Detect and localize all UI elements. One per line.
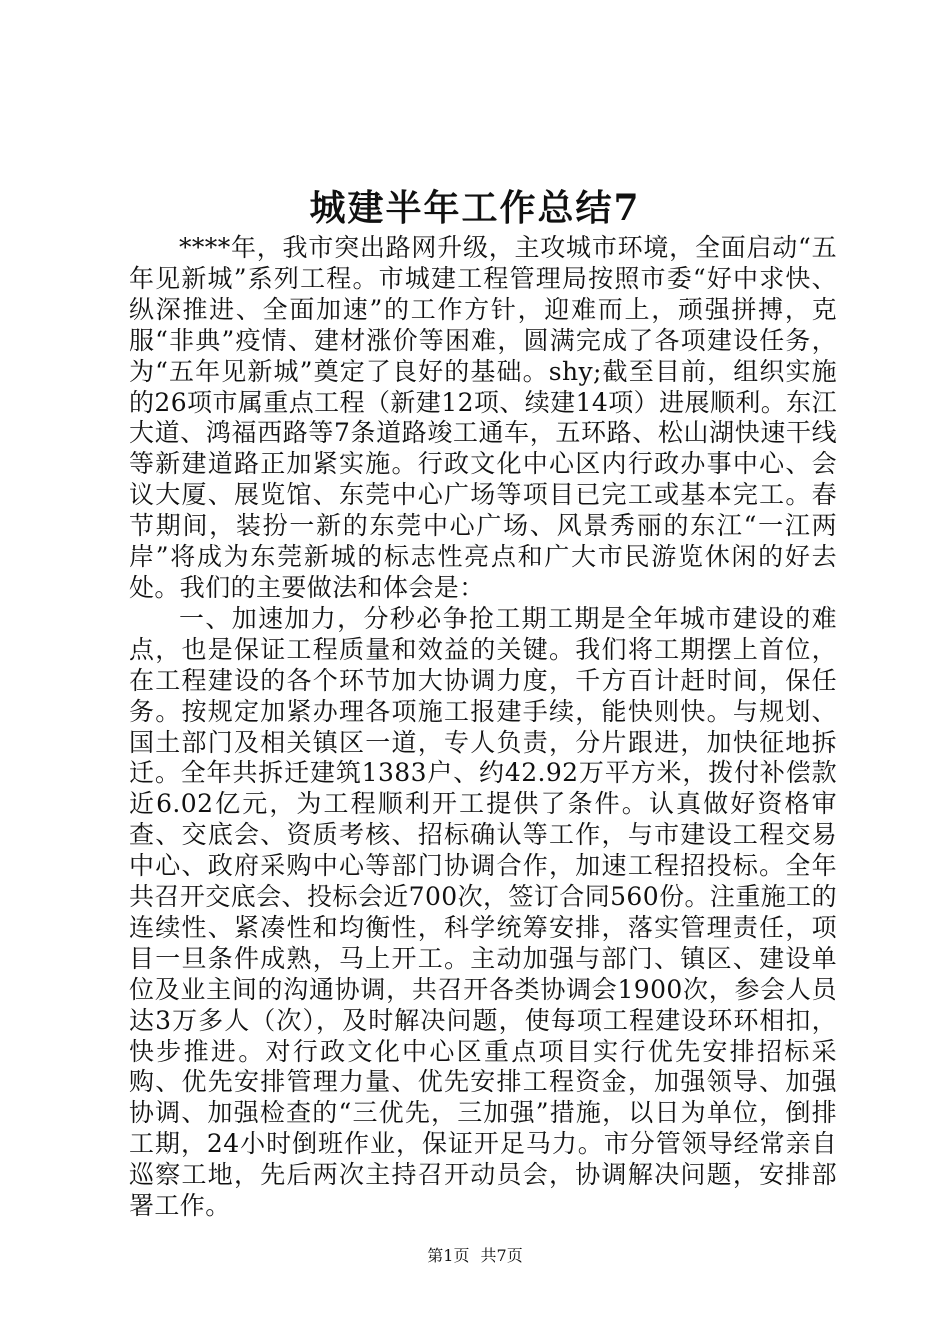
page-footer (0, 1243, 950, 1266)
document-body (129, 233, 837, 1222)
page-title: 城建半年工作总结7 (309, 187, 641, 229)
page-number: 第1页 (427, 1246, 470, 1265)
page-count: 共7页 (480, 1246, 523, 1265)
paragraph-section-one: 一、加速加力，分秒必争抢工期工期是全年城市建设的难点，也是保证工程质量和效益的关键。我们将工期摆上首位，在工程建设的各个环节加大协调力度，千方百计赶时间，保任务。按规定加紧办理各项施工报建手续，能快则快。与规划、国土部门及相关镇区一道，专人负责，分片跟进，加快征地拆迁。全年共拆迁建筑1383户、约42.92万平方米，拨付补偿款近6.02亿元，为工程顺利开工提供了条件。认真做好资格审查、交底会、资质考核、招标确认等工作，与市建设工程交易中心、政府采购中心等部门协调合作，加速工程招投标。全年共召开交底会、投标会近700次，签订合同560份。注重施工的连续性、紧凑性和均衡性，科学统筹安排，落实管理责任，项目一旦条件成熟，马上开工。主动加强与部门、镇区、建设单位及业主间的沟通协调，共召开各类协调会1900次，参会人员达3万多人（次），及时解决问题，使每项工程建设环环相扣，快步推进。对行政文化中心区重点项目实行优先安排招标采购、优先安排管理力量、优先安排工程资金，加强领导、加强协调、加强检查的“三优先，三加强”措施，以日为单位，倒排工期，24小时倒班作业，保证开足马力。市分管领导经常亲自巡察工地，先后两次主持召开动员会，协调解决问题，安排部署工作。 (129, 603, 837, 1221)
paragraph-intro: ****年，我市突出路网升级，主攻城市环境，全面启动“五年见新城”系列工程。市城建工程管理局按照市委“好中求快、纵深推进、全面加速”的工作方针，迎难而上，顽强拼搏，克服“非典”疫情、建材涨价等困难，圆满完成了各项建设任务，为“五年见新城”奠定了良好的基础。shy;截至目前，组织实施的26项市属重点工程（新建12项、续建14项）进展顺利。东江大道、鸿福西路等7条道路竣工通车，五环路、松山湖快速干线等新建道路正加紧实施。行政文化中心区内行政办事中心、会议大厦、展览馆、东莞中心广场等项目已完工或基本完工。春节期间，装扮一新的东莞中心广场、风景秀丽的东江“一江两岸”将成为东莞新城的标志性亮点和广大市民游览休闲的好去处。我们的主要做法和体会是： (129, 233, 837, 602)
